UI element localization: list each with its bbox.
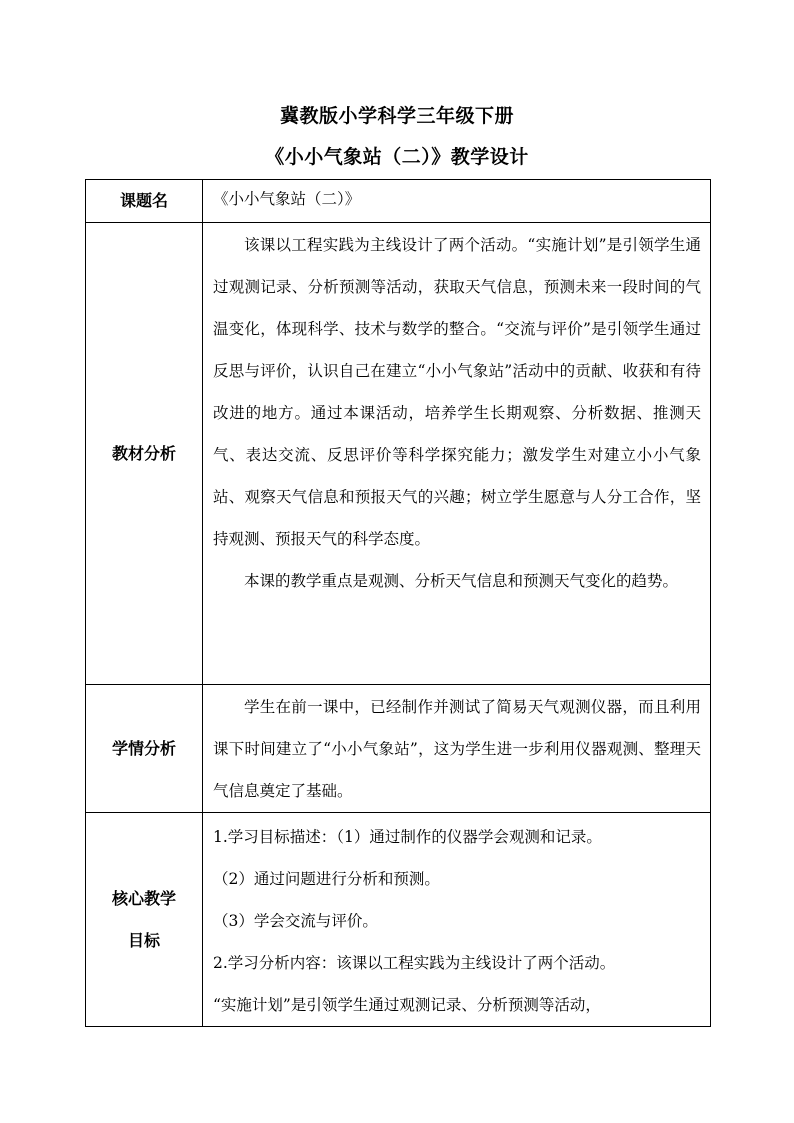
- row-label-material: 教材分析: [86, 223, 203, 685]
- core-goals-cell: [203, 813, 711, 1027]
- goals-line-3: （3）学会交流与评价。: [213, 912, 378, 930]
- student-analysis-cell: [203, 685, 711, 813]
- row-label-goals: [86, 813, 203, 1027]
- student-paragraph-1: 学生在前一课中，已经制作并测试了简易天气观测仪器，而且利用课下时间建立了“小小气象站”，这为学生进一步利用仪器观测、整理天气信息奠定了基础。: [213, 698, 701, 800]
- material-paragraph-1: 该课以工程实践为主线设计了两个活动。“实施计划”是引领学生通过观测记录、分析预测等活动，获取天气信息，预测未来一段时间的气温变化，体现科学、技术与数学的整合。“交流与评价”是引领学生通过反思与评价，认识自己在建立“小小气象站”活动中的贡献、收获和有待改进的地方。通过本课活动，培养学生长期观察、分析数据、推测天气、表达交流、反思评价等科学探究能力；激发学生对建立小小气象站、观察天气信息和预报天气的兴趣；树立学生愿意与人分工合作，坚持观测、预报天气的科学态度。: [213, 236, 701, 548]
- row-label-topic: 课题名: [86, 180, 203, 223]
- table-row-goals: [86, 813, 711, 1027]
- goals-line-5: “实施计划”是引领学生通过观测记录、分析预测等活动，: [213, 996, 601, 1014]
- table-row-students: [86, 685, 711, 813]
- material-analysis-cell: [203, 223, 711, 685]
- material-paragraph-2: 本课的教学重点是观测、分析天气信息和预测天气变化的趋势。: [244, 572, 679, 590]
- goals-line-4: 2.学习分析内容：该课以工程实践为主线设计了两个活动。: [213, 954, 616, 972]
- table-row-topic: [86, 180, 711, 223]
- document-subtitle: 《小小气象站（二）》教学设计: [265, 146, 529, 168]
- goals-label-line-1: 核心教学: [111, 888, 176, 908]
- lesson-plan-table: [85, 179, 711, 1027]
- goals-line-1: 1.学习目标描述：（1）通过制作的仪器学会观测和记录。: [213, 828, 602, 846]
- topic-value: [203, 180, 711, 223]
- topic-text: 《小小气象站（二）》: [213, 190, 361, 208]
- row-label-students: 学情分析: [86, 685, 203, 813]
- goals-line-2: （2）通过问题进行分析和预测。: [213, 870, 440, 888]
- table-row-material: [86, 223, 711, 685]
- goals-label-line-2: 目标: [127, 930, 160, 950]
- document-title: 冀教版小学科学三年级下册: [279, 105, 514, 127]
